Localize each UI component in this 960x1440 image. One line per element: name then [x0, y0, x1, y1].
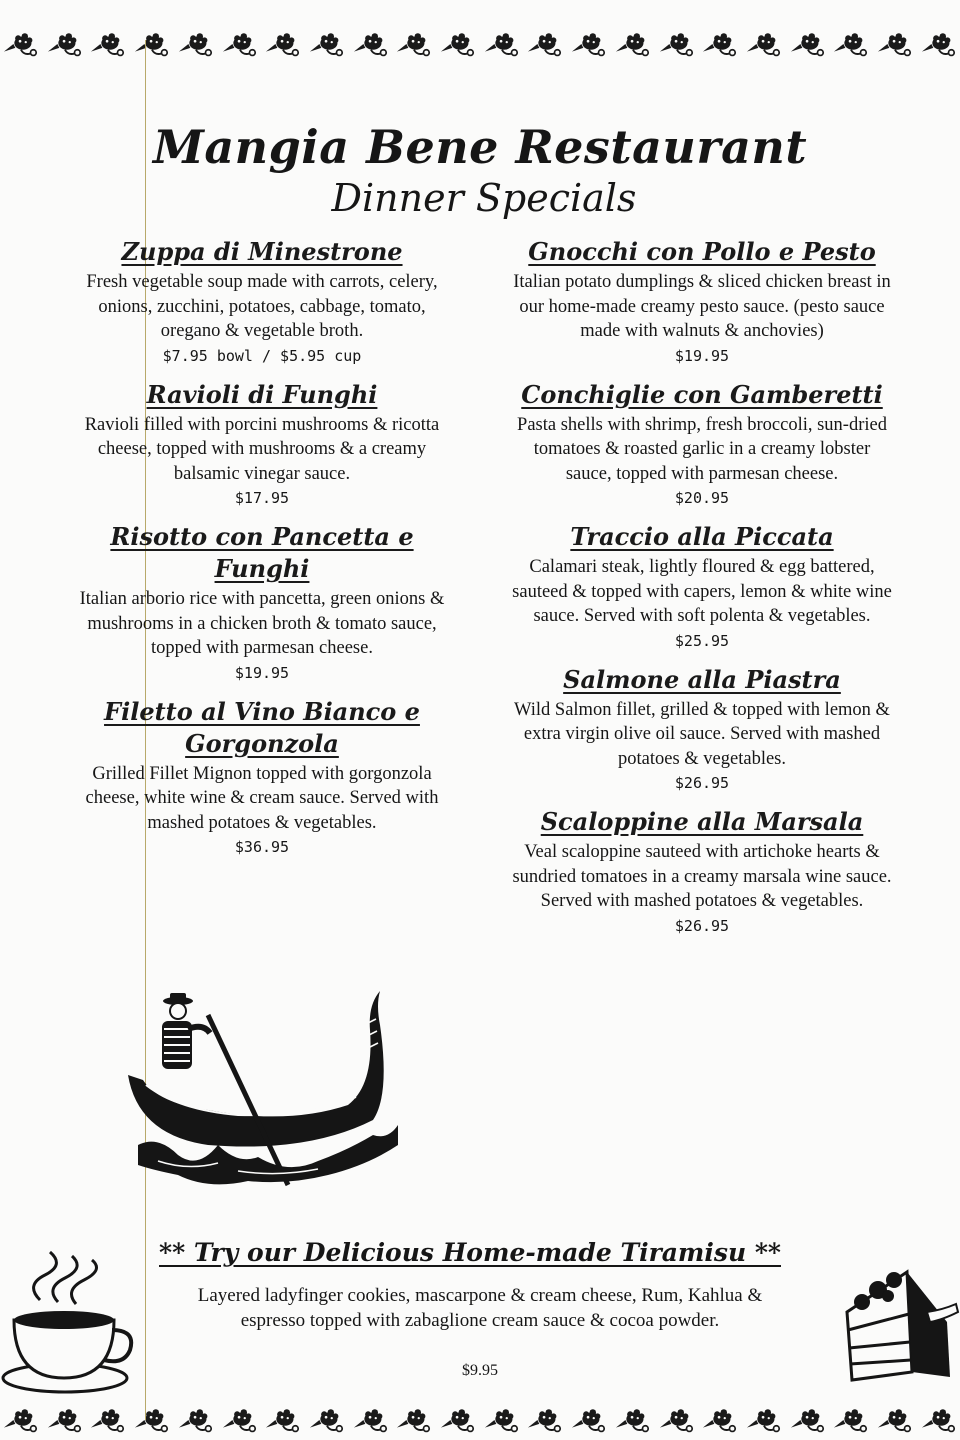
ornament-border-icon	[395, 30, 433, 60]
ornament-border-icon	[2, 30, 40, 60]
menu-item	[76, 696, 448, 859]
item-description: Veal scaloppine sauteed with artichoke hearts & sundried tomatoes in a creamy marsala wine sauce. Served with mashed potatoes & vegetables.	[512, 842, 892, 911]
restaurant-title: Mangia Bene Restaurant	[152, 120, 808, 174]
item-price: $26.95	[674, 774, 730, 792]
ornament-border-icon	[832, 30, 870, 60]
ornament-border-icon	[832, 1406, 870, 1436]
ornament-border-icon	[89, 30, 127, 60]
item-description: Italian potato dumplings & sliced chicken breast in our home-made creamy pesto sauce. (pesto sauce made with walnuts & anchovies)	[513, 272, 891, 341]
item-name: Filetto al Vino Bianco e Gorgonzola	[104, 696, 420, 758]
ornament-border-icon	[614, 1406, 652, 1436]
menu-subtitle-text: Dinner Specials	[331, 176, 637, 220]
dessert-price: $9.95	[462, 1362, 498, 1379]
item-name: Risotto con Pancetta e Funghi	[110, 522, 414, 583]
ornament-border-icon	[46, 1406, 84, 1436]
item-price: $20.95	[674, 489, 730, 507]
ornament-border-icon	[526, 1406, 564, 1436]
ornament-border-icon	[439, 30, 477, 60]
gondolier-illustration	[118, 985, 403, 1195]
menu-item	[76, 521, 448, 684]
menu-item	[510, 521, 894, 652]
item-price: $7.95 bowl / $5.95 cup	[162, 346, 362, 365]
ornament-border-icon	[439, 1406, 477, 1436]
ornament-border-icon	[221, 30, 259, 60]
ornament-border-icon	[264, 30, 302, 60]
item-description: Pasta shells with shrimp, fresh broccoli, sun-dried tomatoes & roasted garlic in a creamy lobster sauce, topped with parmesan cheese.	[517, 414, 887, 484]
ornament-border-icon	[701, 30, 739, 60]
item-price: $26.95	[674, 916, 730, 935]
ornament-border-icon	[745, 1406, 783, 1436]
item-description: Ravioli filled with porcini mushrooms & ricotta cheese, topped with mushrooms & a creamy balsamic vinegar sauce.	[84, 414, 440, 484]
ornament-border-icon	[264, 1406, 302, 1436]
ornament-border-icon	[614, 30, 652, 60]
item-name: Scaloppine alla Marsala	[540, 807, 864, 836]
ornament-border-icon	[701, 1406, 739, 1436]
menu-item	[76, 236, 448, 367]
ornament-border-icon	[177, 30, 215, 60]
ornament-border-icon	[177, 1406, 215, 1436]
cake-slice-illustration	[832, 1252, 960, 1392]
ornament-border-icon	[920, 30, 958, 60]
dessert-description: Layered ladyfinger cookies, mascarpone & cream cheese, Rum, Kahlua & espresso topped with zabaglione cream sauce & cocoa powder.	[197, 1285, 763, 1331]
ornament-border-icon	[658, 30, 696, 60]
item-description: Grilled Fillet Mignon topped with gorgonzola cheese, white wine & cream sauce. Served with mashed potatoes & vegetables.	[85, 763, 439, 833]
item-name: Traccio alla Piccata	[570, 522, 834, 551]
ornament-border-icon	[570, 1406, 608, 1436]
ornament-border-icon	[352, 1406, 390, 1436]
right-menu-column	[510, 236, 894, 949]
top-ornament-border	[0, 28, 960, 62]
coffee-cup-illustration	[0, 1250, 140, 1395]
menu-item	[510, 379, 894, 510]
item-name: Gnocchi con Pollo e Pesto	[528, 237, 876, 266]
menu-item	[510, 806, 894, 937]
ornament-border-icon	[920, 1406, 958, 1436]
menu-item	[76, 379, 448, 510]
item-description: Calamari steak, lightly floured & egg battered, sauteed & topped with capers, lemon & white wine sauce. Served with soft polenta & vegetables.	[512, 557, 892, 626]
item-name: Salmone alla Piastra	[563, 664, 841, 694]
item-name: Ravioli di Funghi	[146, 379, 378, 409]
ornament-border-icon	[526, 30, 564, 60]
ornament-border-icon	[483, 1406, 521, 1436]
ornament-border-icon	[221, 1406, 259, 1436]
ornament-border-icon	[658, 1406, 696, 1436]
ornament-border-icon	[2, 1406, 40, 1436]
ornament-border-icon	[308, 30, 346, 60]
ornament-border-icon	[395, 1406, 433, 1436]
menu-item	[510, 664, 894, 795]
item-price: $19.95	[674, 346, 730, 365]
menu-subtitle	[0, 176, 960, 220]
left-menu-column	[76, 236, 448, 870]
ornament-border-icon	[133, 1406, 171, 1436]
ornament-border-icon	[46, 30, 84, 60]
ornament-border-icon	[876, 1406, 914, 1436]
menu-item	[510, 236, 894, 367]
ornament-border-icon	[789, 1406, 827, 1436]
item-name: Zuppa di Minestrone	[121, 237, 403, 266]
ornament-border-icon	[789, 30, 827, 60]
ornament-border-icon	[89, 1406, 127, 1436]
item-name: Conchiglie con Gamberetti	[521, 379, 883, 409]
item-price: $17.95	[234, 489, 290, 507]
ornament-border-icon	[570, 30, 608, 60]
item-description: Wild Salmon fillet, grilled & topped with lemon & extra virgin olive oil sauce. Served with mashed potatoes & vegetables.	[514, 699, 890, 769]
item-description: Italian arborio rice with pancetta, green onions & mushrooms in a chicken broth & tomato sauce, topped with parmesan cheese.	[79, 589, 445, 658]
ornament-border-icon	[745, 30, 783, 60]
ornament-border-icon	[352, 30, 390, 60]
item-price: $19.95	[234, 663, 290, 682]
ornament-border-icon	[876, 30, 914, 60]
item-price: $36.95	[234, 838, 290, 856]
item-price: $25.95	[674, 631, 730, 650]
item-description: Fresh vegetable soup made with carrots, celery, onions, zucchini, potatoes, cabbage, tomato, oregano & vegetable broth.	[86, 272, 438, 341]
ornament-border-icon	[308, 1406, 346, 1436]
dessert-title: ** Try our Delicious Home-made Tiramisu **	[159, 1238, 781, 1267]
ornament-border-icon	[483, 30, 521, 60]
ornament-border-icon	[133, 30, 171, 60]
bottom-ornament-border	[0, 1404, 960, 1438]
